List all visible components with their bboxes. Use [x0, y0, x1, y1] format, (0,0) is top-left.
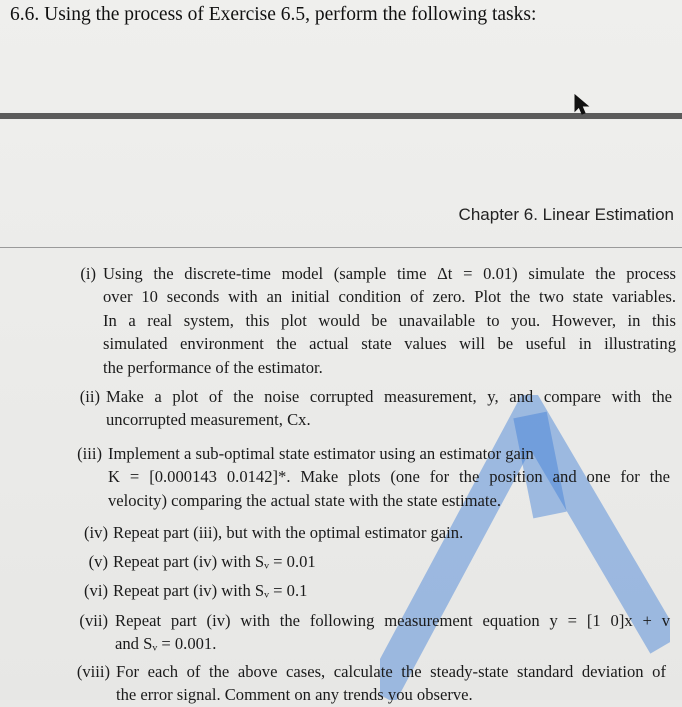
text-line: simulated environment the actual state values will be useful in illustrating — [103, 334, 676, 354]
text-line: K = [0.000143 0.0142]*. Make plots (one for the position and one for the — [108, 467, 670, 487]
text-line: uncorrupted measurement, Cx. — [106, 410, 311, 430]
text-line: In a real system, this plot would be unavailable to you. However, in this — [103, 310, 676, 330]
item-marker: (iv) — [84, 523, 108, 542]
mouse-pointer-icon — [574, 94, 596, 116]
item-marker: (vii) — [79, 611, 108, 630]
item-marker: (viii) — [76, 662, 110, 681]
text-line: over 10 seconds with an initial condition of zero. Plot the two state variables. — [103, 287, 676, 307]
text-line: Repeat part (iii), but with the optimal estimator gain. — [113, 523, 464, 542]
text-line: Repeat part (iv) with Sᵥ = 0.01 — [113, 552, 316, 571]
text-line: velocity) comparing the actual state with the state estimate. — [108, 490, 502, 510]
item-marker: (ii) — [79, 387, 100, 406]
text-line: Repeat part (iv) with the following measurement equation y = [1 0]x + v — [115, 611, 670, 630]
item-marker: (vi) — [84, 581, 108, 600]
item-text — [113, 521, 463, 544]
item-text — [113, 550, 316, 573]
problem-title: 6.6. Using the process of Exercise 6.5, perform the following tasks: — [10, 4, 537, 25]
text-line: For each of the above cases, calculate the steady-state standard deviation of — [116, 662, 666, 681]
item-text — [106, 385, 672, 432]
item-marker: (v) — [88, 552, 108, 571]
chapter-running-header: Chapter 6. Linear Estimation — [458, 205, 674, 224]
text-line: the performance of the estimator. — [103, 357, 323, 377]
item-text — [108, 442, 670, 512]
text-line: Make a plot of the noise corrupted measurement, y, and compare with the — [106, 387, 672, 406]
text-line: Repeat part (iv) with Sᵥ = 0.1 — [113, 581, 308, 600]
header-rule — [0, 247, 682, 248]
item-marker: (iii) — [77, 444, 102, 463]
text-line: and Sᵥ = 0.001. — [115, 634, 217, 654]
text-line: Using the discrete-time model (sample time Δt = 0.01) simulate the process — [103, 264, 676, 283]
item-text — [115, 609, 670, 656]
item-text — [103, 262, 676, 379]
text-line: the error signal. Comment on any trends you observe. — [116, 685, 473, 705]
text-line: Implement a sub-optimal state estimator using an estimator gain — [108, 444, 534, 463]
item-marker: (i) — [80, 264, 96, 283]
item-text — [113, 579, 307, 602]
